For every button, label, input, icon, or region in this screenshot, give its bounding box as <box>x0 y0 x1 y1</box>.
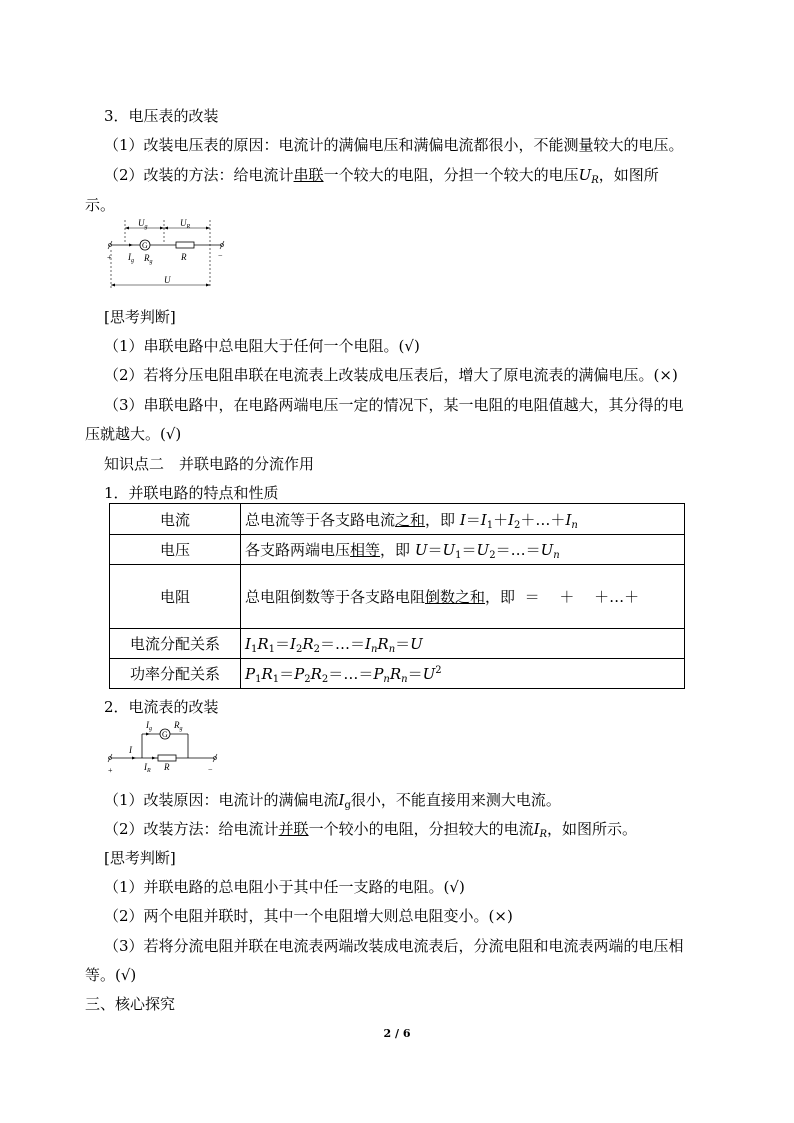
fig2-minus: − <box>208 765 213 774</box>
fig2-galvanometer-label: G <box>162 730 168 739</box>
s2b-keyword-parallel: 并联 <box>278 820 309 838</box>
table-cell-resistance: 总电阻倒数等于各支路电阻倒数之和，即 ＝ ＋ ＋…＋ <box>241 565 685 629</box>
think2-item-3-cont: 等。(√) <box>85 966 137 984</box>
parallel-circuit-table <box>109 503 685 689</box>
fig1-label-u: U <box>164 275 171 285</box>
s3-paragraph-2: （2）改装的方法：给电流计串联一个较大的电阻，分担一个较大的电压$U_R$，如图所 <box>104 166 659 186</box>
table-cell-voltage: 各支路两端电压相等，即 $U=U_1=U_2=\dots=U_n$ <box>241 535 685 565</box>
fig2-label-rg: $R_g$ <box>174 720 183 732</box>
table-row-voltage <box>110 535 685 565</box>
fig1-plus: + <box>107 253 112 262</box>
think1-item-3: （3）串联电路中，在电路两端电压一定的情况下，某一电阻的电阻值越大，其分得的电 <box>104 396 684 414</box>
page-number: 2 / 6 <box>383 1027 411 1040</box>
table-label-resistance: 电阻 <box>110 565 241 629</box>
table-row-resistance <box>110 565 685 629</box>
think1-item-3-cont: 压就越大。(√) <box>85 425 182 443</box>
ammeter-conversion-title: 2．电流表的改装 <box>104 698 219 716</box>
fig2-label-i: I <box>129 745 132 755</box>
table-row-power-distribution <box>110 659 685 689</box>
fig2-label-ir: $I_R$ <box>144 762 151 774</box>
table-cell-current: 总电流等于各支路电流之和，即 $I=I_1+I_2+\dots+I_n$ <box>241 504 685 535</box>
fig1-label-r: R <box>181 252 187 262</box>
table-label-power-distribution: 功率分配关系 <box>110 659 241 689</box>
ammeter-paragraph-2: （2）改装方法：给电流计并联一个较小的电阻，分担较大的电流$I_R$，如图所示。 <box>104 820 638 840</box>
table-label-current: 电流 <box>110 504 241 535</box>
s3-paragraph-1: （1）改装电压表的原因：电流计的满偏电压和满偏电流都很小，不能测量较大的电压。 <box>104 136 684 154</box>
s3-paragraph-2-cont: 示。 <box>85 196 116 214</box>
ammeter-paragraph-1: （1）改装原因：电流计的满偏电流$I_g$很小，不能直接用来测大电流。 <box>104 791 561 811</box>
table-cell-current-distribution: $I_1R_1=I_2R_2=\dots=I_nR_n=U$ <box>241 629 685 659</box>
fig1-label-ug: $U_g$ <box>138 218 148 230</box>
parallel-properties-title: 1．并联电路的特点和性质 <box>104 484 279 502</box>
voltmeter-circuit-diagram <box>100 216 230 296</box>
s3-keyword-series: 串联 <box>293 166 324 184</box>
think1-item-2: （2）若将分压电阻串联在电流表上改装成电压表后，增大了原电流表的满偏电压。(×) <box>104 366 678 384</box>
fig1-minus: − <box>218 251 223 260</box>
fig2-label-r: R <box>164 762 170 772</box>
table-label-current-distribution: 电流分配关系 <box>110 629 241 659</box>
fig2-label-ig: $I_g$ <box>146 720 152 732</box>
fig1-label-ig: $I_g$ <box>128 252 134 264</box>
ammeter-circuit-diagram <box>100 718 230 778</box>
think-judge-heading-2: [思考判断] <box>104 849 176 867</box>
fig1-galvanometer-label: G <box>142 241 148 250</box>
section-3-title: 3．电压表的改装 <box>104 107 219 125</box>
think2-item-3: （3）若将分流电阻并联在电流表两端改装成电流表后，分流电阻和电流表两端的电压相 <box>104 937 684 955</box>
table-row-current <box>110 504 685 535</box>
table-cell-power-distribution: $P_1R_1=P_2R_2=\dots=P_nR_n=U^2$ <box>241 659 685 689</box>
think2-item-1: （1）并联电路的总电阻小于其中任一支路的电阻。(√) <box>104 878 465 896</box>
fig1-label-ur: $U_R$ <box>180 218 191 230</box>
fig1-label-rg: $R_g$ <box>144 253 153 265</box>
think-judge-heading-1: [思考判断] <box>104 308 176 326</box>
think1-item-1: （1）串联电路中总电阻大于任何一个电阻。(√) <box>104 337 420 355</box>
think2-item-2: （2）两个电阻并联时，其中一个电阻增大则总电阻变小。(×) <box>104 907 513 925</box>
knowledge-point-2-title: 知识点二 并联电路的分流作用 <box>104 455 315 473</box>
table-label-voltage: 电压 <box>110 535 241 565</box>
section-three-title: 三、核心探究 <box>85 995 176 1013</box>
table-row-current-distribution <box>110 629 685 659</box>
fig2-plus: + <box>108 766 113 775</box>
